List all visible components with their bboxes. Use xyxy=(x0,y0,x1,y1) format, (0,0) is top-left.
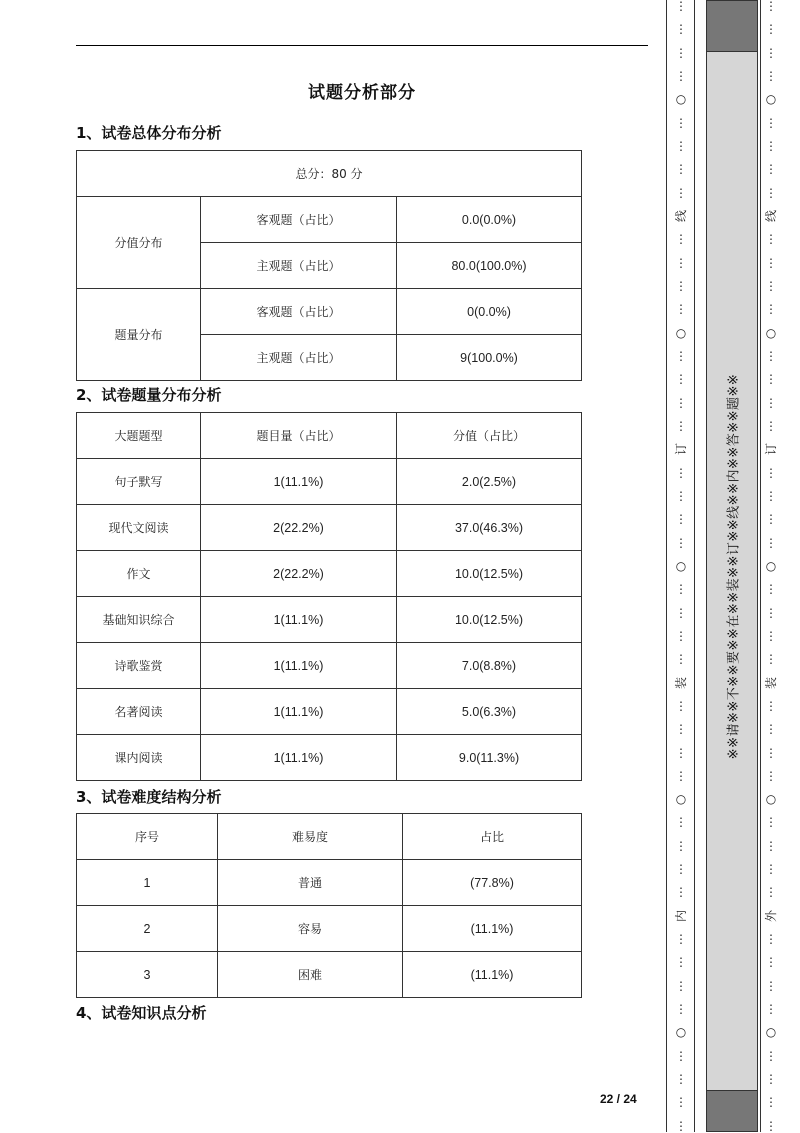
binding-dot: ⋮ xyxy=(765,698,777,713)
table-cell: 1 xyxy=(77,860,218,906)
table-cell: 句子默写 xyxy=(77,459,201,505)
table-cell: 5.0(6.3%) xyxy=(397,689,582,735)
table-cell: (11.1%) xyxy=(403,906,582,952)
binding-dot: ⋮ xyxy=(675,232,687,247)
binding-dot: ⋮ xyxy=(765,745,777,760)
binding-label: 装 xyxy=(673,676,688,689)
table-row xyxy=(77,689,582,735)
binding-label: 外 xyxy=(763,909,778,922)
binding-dot: ⋮ xyxy=(765,605,777,620)
binding-dot: ⋮ xyxy=(765,162,777,177)
binding-dot: ⋮ xyxy=(765,862,777,877)
binding-label: 装 xyxy=(763,676,778,689)
binding-dot: ⋮ xyxy=(765,68,777,83)
binding-dot: ⋮ xyxy=(675,255,687,270)
binding-dot: ⋮ xyxy=(765,955,777,970)
binding-dot: ⋮ xyxy=(765,395,777,410)
binding-dot: ⋮ xyxy=(675,582,687,597)
binding-circle-icon: ○ xyxy=(765,325,777,340)
binding-dot: ⋮ xyxy=(765,232,777,247)
binding-dot: ⋮ xyxy=(765,115,777,130)
inner-binding-column xyxy=(674,0,688,1132)
table-cell: 名著阅读 xyxy=(77,689,201,735)
binding-circle-icon: ○ xyxy=(675,1025,687,1040)
binding-dot: ⋮ xyxy=(765,465,777,480)
binding-dot: ⋮ xyxy=(675,955,687,970)
table-header-row xyxy=(77,814,582,860)
section3-heading: 3、试卷难度结构分析 xyxy=(76,788,222,806)
binding-dot: ⋮ xyxy=(675,1072,687,1087)
question-count-distribution-label: 题量分布 xyxy=(77,289,201,381)
binding-dot: ⋮ xyxy=(765,768,777,783)
table-cell: 2(22.2%) xyxy=(201,551,397,597)
binding-dot: ⋮ xyxy=(765,815,777,830)
binding-dot: ⋮ xyxy=(675,0,687,13)
table-row xyxy=(77,643,582,689)
binding-dot: ⋮ xyxy=(765,1002,777,1017)
outer-binding-column xyxy=(764,0,778,1132)
table-cell: 客观题（占比） xyxy=(201,197,397,243)
binding-circle-icon: ○ xyxy=(675,325,687,340)
binding-dot: ⋮ xyxy=(765,22,777,37)
binding-dot: ⋮ xyxy=(675,115,687,130)
table-row xyxy=(77,551,582,597)
table-cell: 37.0(46.3%) xyxy=(397,505,582,551)
binding-label: 订 xyxy=(673,443,688,456)
table-cell: 80.0(100.0%) xyxy=(397,243,582,289)
binding-dot: ⋮ xyxy=(765,302,777,317)
table-cell: 主观题（占比） xyxy=(201,243,397,289)
binding-dot: ⋮ xyxy=(675,628,687,643)
binding-circle-icon: ○ xyxy=(675,792,687,807)
table-cell: 9.0(11.3%) xyxy=(397,735,582,781)
binding-dot: ⋮ xyxy=(675,488,687,503)
binding-dot: ⋮ xyxy=(675,932,687,947)
binding-dot: ⋮ xyxy=(675,768,687,783)
binding-dot: ⋮ xyxy=(765,45,777,60)
column-header: 大题题型 xyxy=(77,413,201,459)
table-cell: 客观题（占比） xyxy=(201,289,397,335)
difficulty-table xyxy=(76,813,582,998)
binding-dot: ⋮ xyxy=(675,68,687,83)
table-cell: 0.0(0.0%) xyxy=(397,197,582,243)
table-cell: 7.0(8.8%) xyxy=(397,643,582,689)
section2-heading: 2、试卷题量分布分析 xyxy=(76,386,222,404)
column-header: 难易度 xyxy=(218,814,403,860)
binding-dot: ⋮ xyxy=(675,722,687,737)
table-cell: 0(0.0%) xyxy=(397,289,582,335)
binding-dot: ⋮ xyxy=(675,22,687,37)
table-cell: 1(11.1%) xyxy=(201,597,397,643)
table-cell: 2(22.2%) xyxy=(201,505,397,551)
binding-dot: ⋮ xyxy=(765,1095,777,1110)
binding-dot: ⋮ xyxy=(765,185,777,200)
table-cell: (11.1%) xyxy=(403,952,582,998)
binding-circle-icon: ○ xyxy=(765,792,777,807)
binding-dot: ⋮ xyxy=(765,652,777,667)
binding-dot: ⋮ xyxy=(675,535,687,550)
binding-dot: ⋮ xyxy=(675,512,687,527)
column-header: 序号 xyxy=(77,814,218,860)
binding-dot: ⋮ xyxy=(675,395,687,410)
table-row xyxy=(77,505,582,551)
table-cell: 诗歌鉴赏 xyxy=(77,643,201,689)
binding-dot: ⋮ xyxy=(675,45,687,60)
binding-label: 订 xyxy=(763,443,778,456)
binding-dot: ⋮ xyxy=(675,838,687,853)
binding-dot: ⋮ xyxy=(765,978,777,993)
table-row xyxy=(77,952,582,998)
binding-dot: ⋮ xyxy=(675,278,687,293)
table-cell: 1(11.1%) xyxy=(201,735,397,781)
binding-dot: ⋮ xyxy=(675,862,687,877)
table-cell: 1(11.1%) xyxy=(201,643,397,689)
binding-dot: ⋮ xyxy=(765,628,777,643)
table-cell: 普通 xyxy=(218,860,403,906)
binding-dot: ⋮ xyxy=(765,0,777,13)
table-cell: 2 xyxy=(77,906,218,952)
binding-circle-icon: ○ xyxy=(765,558,777,573)
binding-dot: ⋮ xyxy=(675,348,687,363)
binding-circle-icon: ○ xyxy=(765,1025,777,1040)
table-cell: 容易 xyxy=(218,906,403,952)
table-row xyxy=(77,735,582,781)
section4-heading: 4、试卷知识点分析 xyxy=(76,1004,207,1022)
table-cell: 2.0(2.5%) xyxy=(397,459,582,505)
binding-dot: ⋮ xyxy=(765,1072,777,1087)
table-cell: 1(11.1%) xyxy=(201,459,397,505)
column-header: 分值（占比） xyxy=(397,413,582,459)
binding-dot: ⋮ xyxy=(765,838,777,853)
binding-dot: ⋮ xyxy=(765,722,777,737)
table-cell: 3 xyxy=(77,952,218,998)
binding-circle-icon: ○ xyxy=(765,92,777,107)
table-row xyxy=(77,597,582,643)
table-cell: 1(11.1%) xyxy=(201,689,397,735)
table-row xyxy=(77,197,582,243)
table-row xyxy=(77,860,582,906)
binding-dot: ⋮ xyxy=(675,815,687,830)
binding-dot: ⋮ xyxy=(675,1095,687,1110)
table-row xyxy=(77,459,582,505)
table-row xyxy=(77,151,582,197)
header-rule xyxy=(76,45,648,46)
binding-border-outer xyxy=(760,0,761,1132)
binding-label: 线 xyxy=(763,209,778,222)
binding-dot: ⋮ xyxy=(675,1048,687,1063)
binding-dot: ⋮ xyxy=(765,278,777,293)
binding-border-inner xyxy=(694,0,695,1132)
table-cell: 基础知识综合 xyxy=(77,597,201,643)
column-header: 占比 xyxy=(403,814,582,860)
question-type-table xyxy=(76,412,582,781)
binding-dot: ⋮ xyxy=(765,1118,777,1133)
binding-dot: ⋮ xyxy=(675,418,687,433)
binding-dot: ⋮ xyxy=(675,745,687,760)
binding-warning-text: ※※请※※不※※要※※在※※装※※订※※线※※内※※答※※题※※ xyxy=(726,373,742,759)
column-header: 题目量（占比） xyxy=(201,413,397,459)
binding-dot: ⋮ xyxy=(765,348,777,363)
binding-dot: ⋮ xyxy=(765,885,777,900)
table-cell: 10.0(12.5%) xyxy=(397,551,582,597)
binding-circle-icon: ○ xyxy=(675,558,687,573)
binding-dot: ⋮ xyxy=(765,372,777,387)
binding-dot: ⋮ xyxy=(675,138,687,153)
table-cell: 10.0(12.5%) xyxy=(397,597,582,643)
table-row xyxy=(77,906,582,952)
binding-dot: ⋮ xyxy=(765,932,777,947)
table-cell: 9(100.0%) xyxy=(397,335,582,381)
binding-dot: ⋮ xyxy=(675,1002,687,1017)
binding-dot: ⋮ xyxy=(675,372,687,387)
total-score-cell: 总分：80 分 xyxy=(77,151,582,197)
section1-heading: 1、试卷总体分布分析 xyxy=(76,124,222,142)
table-cell: 课内阅读 xyxy=(77,735,201,781)
binding-dot: ⋮ xyxy=(765,512,777,527)
binding-dot: ⋮ xyxy=(675,885,687,900)
binding-warning xyxy=(706,0,758,1132)
table-cell: 作文 xyxy=(77,551,201,597)
binding-dot: ⋮ xyxy=(675,302,687,317)
table-cell: 现代文阅读 xyxy=(77,505,201,551)
binding-dot: ⋮ xyxy=(675,698,687,713)
overall-distribution-table xyxy=(76,150,582,381)
table-cell: 主观题（占比） xyxy=(201,335,397,381)
binding-dot: ⋮ xyxy=(765,535,777,550)
binding-dot: ⋮ xyxy=(765,418,777,433)
table-cell: 困难 xyxy=(218,952,403,998)
page-title: 试题分析部分 xyxy=(308,83,416,103)
table-header-row xyxy=(77,413,582,459)
binding-dot: ⋮ xyxy=(675,978,687,993)
binding-dot: ⋮ xyxy=(675,185,687,200)
table-row xyxy=(77,289,582,335)
binding-dot: ⋮ xyxy=(765,1048,777,1063)
page-number: 22 / 24 xyxy=(600,1092,637,1106)
binding-dot: ⋮ xyxy=(675,162,687,177)
binding-dot: ⋮ xyxy=(675,1118,687,1133)
binding-dot: ⋮ xyxy=(765,138,777,153)
binding-label: 线 xyxy=(673,209,688,222)
binding-dot: ⋮ xyxy=(675,605,687,620)
binding-dot: ⋮ xyxy=(765,582,777,597)
binding-border-left xyxy=(666,0,667,1132)
binding-circle-icon: ○ xyxy=(675,92,687,107)
binding-dot: ⋮ xyxy=(675,652,687,667)
binding-dot: ⋮ xyxy=(765,488,777,503)
binding-dot: ⋮ xyxy=(765,255,777,270)
table-cell: (77.8%) xyxy=(403,860,582,906)
score-distribution-label: 分值分布 xyxy=(77,197,201,289)
binding-label: 内 xyxy=(673,909,688,922)
binding-dot: ⋮ xyxy=(675,465,687,480)
